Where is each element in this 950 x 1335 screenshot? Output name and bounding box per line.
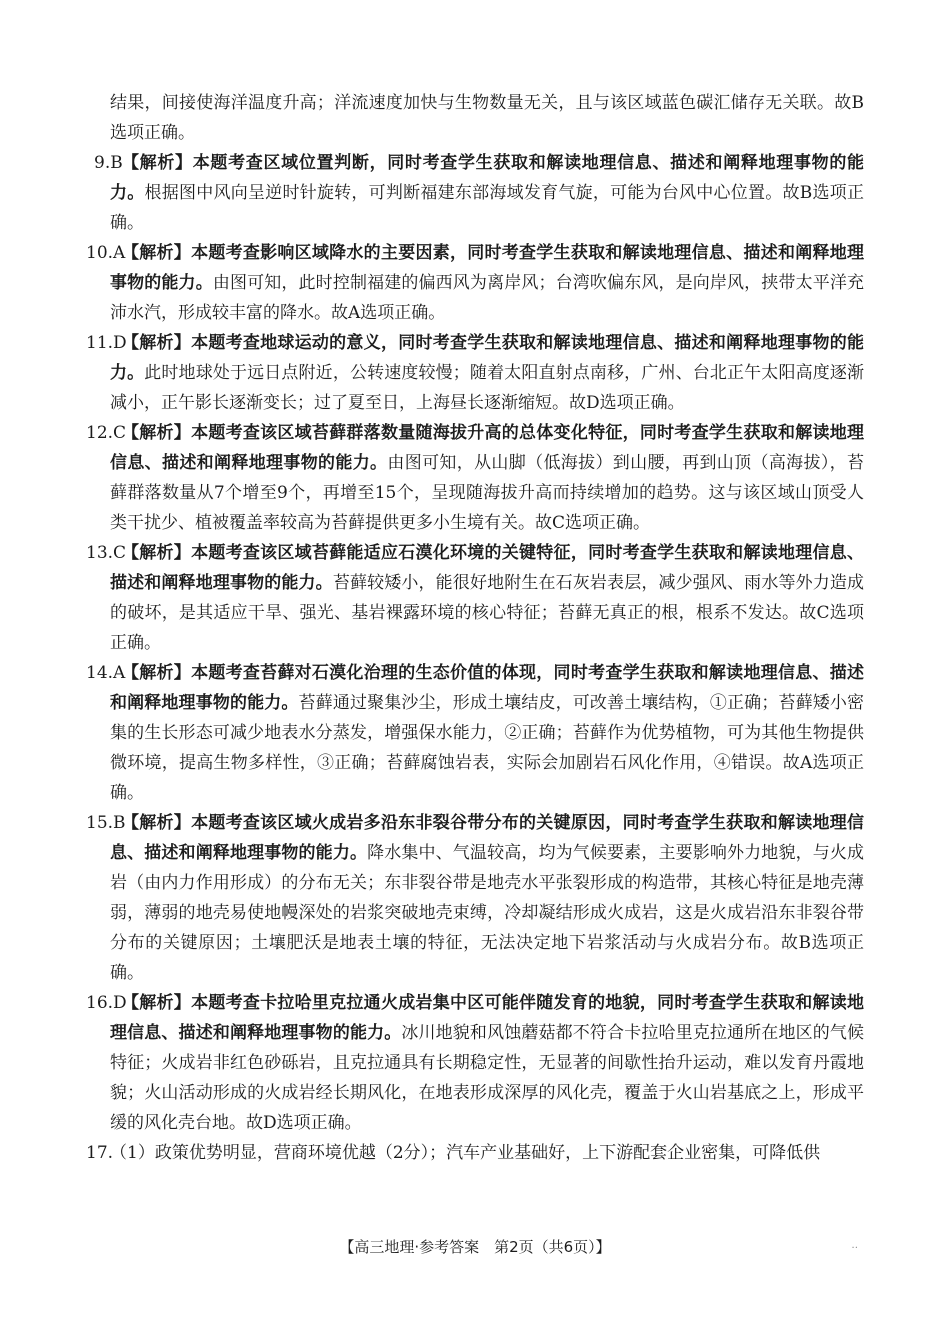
analysis-lead: 本题考查苔藓对石漠化治理的生态价值的体现，同时考查学生获取和解读地理信息、描述和阐释地理事物的能力。: [110, 663, 865, 713]
analysis-tag: 【解析】: [122, 423, 192, 443]
analysis-lead: 本题考查该区域火成岩多沿东非裂谷带分布的关键原因，同时考查学生获取和解读地理信息、描述和阐释地理事物的能力。: [110, 813, 865, 863]
analysis-tag: 【解析】: [122, 993, 192, 1013]
question-number: 15.B: [86, 813, 126, 833]
answer-item-9: [86, 148, 864, 238]
analysis-body: 苔藓较矮小，能很好地附生在石灰岩表层，减少强风、雨水等外力造成的破坏，是其适应干旱、强光、基岩裸露环境的核心特征；苔藓无真正的根，根系不发达。故C选项正确。: [110, 573, 865, 653]
analysis-lead: 本题考查影响区域降水的主要因素，同时考查学生获取和解读地理信息、描述和阐释地理事物的能力。: [110, 243, 865, 293]
question-number: 9.B: [94, 153, 123, 173]
analysis-lead: 本题考查该区域苔藓群落数量随海拔升高的总体变化特征，同时考查学生获取和解读地理信息、描述和阐释地理事物的能力。: [110, 423, 865, 473]
answer-item-14: [86, 658, 864, 808]
analysis-body: 由图可知，从山脚（低海拔）到山腰，再到山顶（高海拔），苔藓群落数量从7个增至9个，再增至15个，呈现随海拔升高而持续增加的趋势。这与该区域山顶受人类干扰少、植被覆盖率较高为苔藓提供更多小生境有关。故C选项正确。: [110, 453, 865, 533]
answer-item-13: [86, 538, 864, 658]
analysis-tag: 【解析】: [122, 243, 192, 263]
answer-item-11: [86, 328, 864, 418]
answer-item-10: [86, 238, 864, 328]
answer-item-12: [86, 418, 864, 538]
analysis-body: 此时地球处于远日点附近，公转速度较慢；随着太阳直射点南移，广州、台北正午太阳高度逐渐减小，正午影长逐渐变长；过了夏至日，上海昼长逐渐缩短。故D选项正确。: [110, 363, 865, 413]
analysis-lead: 本题考查地球运动的意义，同时考查学生获取和解读地理信息、描述和阐释地理事物的能力。: [110, 333, 865, 383]
analysis-body: 苔藓通过聚集沙尘，形成土壤结皮，可改善土壤结构，①正确；苔藓矮小密集的生长形态可减少地表水分蒸发，增强保水能力，②正确；苔藓作为优势植物，可为其他生物提供微环境，提高生物多样性，③正确；苔藓腐蚀岩表，实际会加剧岩石风化作用，④错误。故A选项正确。: [110, 693, 865, 803]
question-number: 14.A: [86, 663, 126, 683]
answer-item-15: [86, 808, 864, 988]
analysis-body: 根据图中风向呈逆时针旋转，可判断福建东部海域发育气旋，可能为台风中心位置。故B选项正确。: [110, 183, 865, 233]
analysis-tag: 【解析】: [122, 663, 192, 683]
analysis-body: 降水集中、气温较高，均为气候要素，主要影响外力地貌，与火成岩（由内力作用形成）的分布无关；东非裂谷带是地壳水平张裂形成的构造带，其核心特征是地壳薄弱，薄弱的地壳易使地幔深处的岩浆突破地壳束缚，冷却凝结形成火成岩，这是火成岩沿东非裂谷带分布的关键原因；土壤肥沃是地表土壤的特征，无法决定地下岩浆活动与火成岩分布。故B选项正确。: [110, 843, 864, 983]
intro-paragraph: 结果，间接使海洋温度升高；洋流速度加快与生物数量无关，且与该区域蓝色碳汇储存无关联。故B选项正确。: [110, 93, 864, 143]
scan-mark-icon: ‥: [851, 1240, 858, 1251]
analysis-lead: 本题考查卡拉哈里克拉通火成岩集中区可能伴随发育的地貌，同时考查学生获取和解读地理信息、描述和阐释地理事物的能力。: [110, 993, 865, 1043]
question-number: 13.C: [86, 543, 127, 563]
answer-content: [86, 88, 864, 1168]
answer-item-17: [86, 1138, 864, 1168]
question-number: 12.C: [86, 423, 127, 443]
question-number: 11.D: [86, 333, 127, 353]
analysis-tag: 【解析】: [122, 333, 192, 353]
answer-item-16: [86, 988, 864, 1138]
page-footer: 【高三地理·参考答案 第2页（共6页）】: [339, 1238, 611, 1256]
analysis-body: 冰川地貌和风蚀蘑菇都不符合卡拉哈里克拉通所在地区的气候特征；火成岩非红色砂砾岩，且克拉通具有长期稳定性，无显著的间歇性抬升运动，难以发育丹霞地貌；火山活动形成的火成岩经长期风化，在地表形成深厚的风化壳，覆盖于火山岩基底之上，形成平缓的风化壳台地。故D选项正确。: [110, 1023, 865, 1133]
question-number: 10.A: [86, 243, 126, 263]
question-number: 17.: [86, 1143, 114, 1163]
analysis-lead: 本题考查该区域苔藓能适应石漠化环境的关键特征，同时考查学生获取和解读地理信息、描述和阐释地理事物的能力。: [110, 543, 865, 593]
analysis-tag: 【解析】: [122, 813, 192, 833]
analysis-body: 由图可知，此时控制福建的偏西风为离岸风；台湾吹偏东风，是向岸风，挟带太平洋充沛水汽，形成较丰富的降水。故A选项正确。: [110, 273, 865, 323]
question-number: 16.D: [86, 993, 127, 1013]
analysis-tag: 【解析】: [122, 543, 192, 563]
analysis-lead: 本题考查区域位置判断，同时考查学生获取和解读地理信息、描述和阐释地理事物的能力。: [110, 153, 865, 203]
answer-body: （1）政策优势明显，营商环境优越（2分）；汽车产业基础好，上下游配套企业密集，可降低供: [110, 1143, 821, 1163]
analysis-tag: 【解析】: [122, 153, 193, 173]
